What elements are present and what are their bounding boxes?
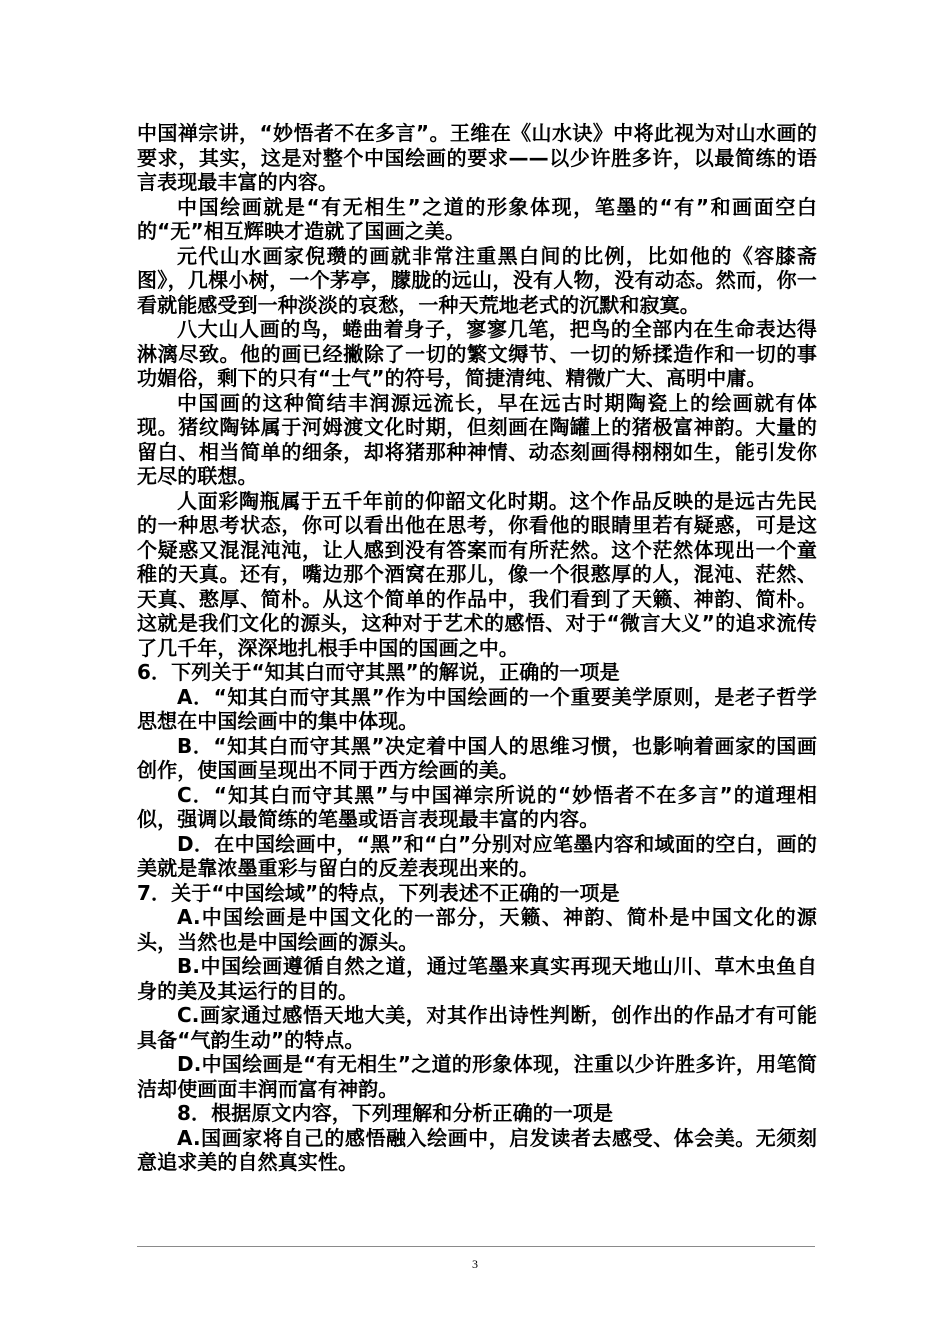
question-6-option-d: D．在中国绘画中，“黑”和“白”分别对应笔墨内容和域面的空白，画的美就是靠浓墨重彩与留白的反差表现出来的。 — [137, 831, 817, 880]
paragraph-6: 人面彩陶瓶属于五千年前的仰韶文化时期。这个作品反映的是远古先民的一种思考状态，你可以看出他在思考，你看他的眼睛里若有疑惑，可是这个疑惑又混混沌沌，让人感到没有答案而有所茫然。这个茫然体现出一个童稚的天真。还有，嘴边那个酒窝在那儿，像一个很憨厚的人，混沌、茫然、天真、憨厚、简朴。从这个简单的作品中，我们看到了天籁、神韵、简朴。这就是我们文化的源头，这种对于艺术的感悟、对于“微言大义”的追求流传了几千年，深深地扎根手中国的国画之中。 — [137, 488, 817, 660]
question-8-stem: 8．根据原文内容，下列理解和分析正确的一项是 — [177, 1101, 614, 1125]
question-7-option-d: D.中国绘画是“有无相生”之道的形象体现，注重以少许胜多许，用笔简洁却使画面丰润而富有神韵。 — [137, 1052, 817, 1101]
paragraph-1: 中国禅宗讲，“妙悟者不在多言”。王维在《山水诀》中将此视为对山水画的要求，其实，这是对整个中国绘画的要求——以少许胜多许，以最简练的语言表现最丰富的内容。 — [137, 121, 817, 194]
document-body — [137, 121, 817, 1175]
question-7-option-b: B.中国绘画遵循自然之道，通过笔墨来真实再现天地山川、草木虫鱼自身的美及其运行的目的。 — [137, 954, 817, 1003]
question-8-option-a: A.国画家将自己的感悟融入绘画中，启发读者去感受、体会美。无须刻意追求美的自然真实性。 — [137, 1125, 817, 1174]
question-7-option-a: A.中国绘画是中国文化的一部分，天籁、神韵、简朴是中国文化的源头，当然也是中国绘画的源头。 — [137, 905, 817, 954]
paragraph-4: 八大山人画的鸟，蜷曲着身子，寥寥几笔，把鸟的全部内在生命表达得淋漓尽致。他的画已经撇除了一切的繁文缛节、一切的矫揉造作和一切的事功媚俗，剩下的只有“士气”的符号，简捷清纯、精微广大、高明中庸。 — [137, 317, 817, 390]
question-7-option-c: C.画家通过感悟天地大美，对其作出诗性判断，创作出的作品才有可能具备“气韵生动”的特点。 — [137, 1003, 817, 1052]
paragraph-5: 中国画的这种简结丰润源远流长，早在远古时期陶瓷上的绘画就有体现。猪纹陶钵属于河姆渡文化时期，但刻画在陶罐上的猪极富神韵。大量的留白、相当简单的细条，却将猪那种神情、动态刻画得栩栩如生，能引发你无尽的联想。 — [137, 390, 817, 488]
paragraph-3: 元代山水画家倪瓒的画就非常注重黑白间的比例，比如他的《容膝斋图》，几棵小树，一个茅亭，朦胧的远山，没有人物，没有动态。然而，你一看就能感受到一种淡淡的哀愁，一种天荒地老式的沉默和寂寞。 — [137, 243, 817, 317]
question-7-stem: 7．关于“中国绘域”的特点，下列表述不正确的一项是 — [137, 880, 620, 905]
paragraph-2: 中国绘画就是“有无相生”之道的形象体现，笔墨的“有”和画面空白的“无”相互辉映才造就了国画之美。 — [137, 194, 817, 243]
question-6-option-c: C．“知其白而守其黑”与中国禅宗所说的“妙悟者不在多言”的道理相似，强调以最简练的笔墨或语言表现最丰富的内容。 — [137, 782, 817, 831]
question-6-option-a: A．“知其白而守其黑”作为中国绘画的一个重要美学原则，是老子哲学思想在中国绘画中的集中体现。 — [137, 684, 817, 733]
question-6-option-b: B．“知其白而守其黑”决定着中国人的思维习惯，也影响着画家的国画创作，使国画呈现出不同于西方绘画的美。 — [137, 733, 817, 782]
question-6-stem: 6．下列关于“知其白而守其黑”的解说，正确的一项是 — [137, 660, 620, 684]
footer-divider — [137, 1246, 815, 1247]
page-number: 3 — [472, 1257, 478, 1271]
